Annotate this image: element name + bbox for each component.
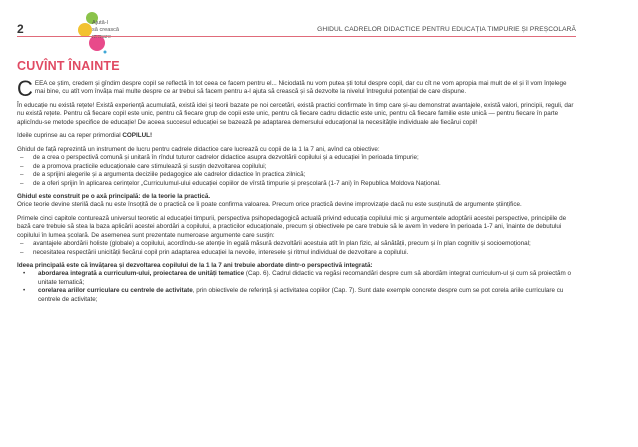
child-focus-text: Ideile cuprinse au ca reper primordial [17,132,123,140]
intro-paragraph [17,76,577,101]
axis-text: Orice teorie devine sterilă dacă nu este însoțită de o practică ce îi poate confirma valoarea. Precum orice practică devine improvizație dacă nu este susținută de argumente științifice. [17,201,522,209]
list-item [17,270,577,287]
list-item [17,287,577,304]
list-item: – de a crea o perspectivă comună și unitară în rîndul tuturor cadrelor didactice asupra dezvoltării copilului și a educației în perioada timpurie; [17,154,577,162]
paragraph-axis [17,193,577,210]
paragraph-chapters: Primele cinci capitole conturează universul teoretic al educației timpurii, perspectiva psihopedagogică actuală privind educația copilului mic și argumentele adoptării acestei perspective, principiile de bază care trebuie să stea la baza aplicării acestei abordări a copilului, a practicilor educaționale, precum și obiectivele pe care trebuie să le avem în vedere în perioada 1-7 ani, înainte de debutului copilului în lumea școlară. De asemenea sunt prezentate numeroase argumente care susțin: [17,215,567,239]
section-title: CUVÎNT ÎNAINTE [17,59,120,73]
intro-text: EEA ce știm, credem și gîndim despre copil se reflectă în tot ceea ce facem pentru el... Niciodată nu vom putea ști totul despre copil, dar cu cît ne vom apropia mai mult de el și îl vom înțelege mai bine, cu atît vom învăța mai multe despre ce ar trebui să facem pentru a-l ajuta să crească și să dezvolte la nivelul întregului potențial de care dispune. [34,80,567,96]
running-header: GHIDUL CADRELOR DIDACTICE PENTRU EDUCAȚIA TIMPURIE ȘI PREȘCOLARĂ [317,26,576,33]
logo-line-2: să crească [92,27,120,33]
logo-line-1: Ajută-l [92,20,108,26]
body-text [17,76,577,304]
list-item: – de a sprijini alegerile și a argumenta deciziile pedagogice ale cadrelor didactice în practica zilnică; [17,171,577,179]
axis-bold: Ghidul este construit pe o axă principală: de la teorie la practică. [17,193,211,201]
list-item: – de a promova practicile educaționale care stimulează și susțin dezvoltarea copilului; [17,163,577,171]
item-text: (Cap. 6). Cadrul didactic va regăsi recomandări despre cum să abordăm integrat curriculum-ul și cum să proiectăm o unitate tematică; [38,270,571,286]
objectives-list [17,154,577,188]
logo-text [92,20,119,41]
integrated-perspective-heading: Ideea principală este că învățarea și dezvoltarea copilului de la 1 la 7 ani trebuie abordate dintr-o perspectivă integrată: [17,262,373,270]
item-bold: abordarea integrată a curriculum-ului, proiectarea de unități tematice [38,270,245,278]
objectives-intro: Ghidul de față reprezintă un instrument de lucru pentru cadrele didactice care lucrează cu copii de la 1 la 7 ani, avînd ca obiective: [17,146,380,153]
page-number: 2 [17,22,24,36]
integrated-list [17,270,577,304]
logo-line-3-text: mare [98,34,111,40]
paragraph-no-recipes: În educație nu există rețete! Există experiență acumulată, există idei și teorii bazate pe noi cercetări, există practici confirmate în timp care și-au demonstrat avantajele, există valori, principii, reguli, dar nu există rețete. Pentru că fiecare copil este unic, pentru că fiecare grup de copii este unic, pentru că fiecare cadru didactic este unic, pentru că fiecare familie este unică — pentru fiecare în parte aplicîndu-se metode specifice de educație! De aceea succesul educației se bazează pe adaptarea demersului educațional la necesitățile individuale ale fiecărui copil! [17,102,574,126]
drop-cap: C [17,76,33,101]
paragraph-child-focus [17,132,577,140]
list-item: – necesitatea respectării unicității fiecărui copil prin adaptarea educației la nevoile, interesele și ritmul individual de dezvoltare a copilului. [17,249,577,257]
list-item: – avantajele abordării holiste (globale) a copilului, acordîndu-se atenție în egală măsură dezvoltării acestuia atît în plan fizic, al sănătății, precum și în plan cognitiv și socioemoțional; [17,240,577,248]
arguments-list [17,240,577,257]
header-divider [17,36,576,37]
item-bold: corelarea ariilor curriculare cu centrele de activitate [38,287,193,295]
logo-icon-letter: m [92,34,97,40]
item-text: , prin obiectivele de referință și activitatea copiilor (Cap. 7). Sunt date exemple concrete despre cum se pot corela ariile curriculare cu centrele de activitate; [38,287,564,303]
list-item: – de a oferi sprijin în aplicarea cerințelor „Curriculumul-ului educației copiilor de vîrstă timpurie și preșcolară (1-7 ani) în Republica Moldova Național. [17,180,577,188]
child-focus-bold: COPILUL! [122,132,153,140]
